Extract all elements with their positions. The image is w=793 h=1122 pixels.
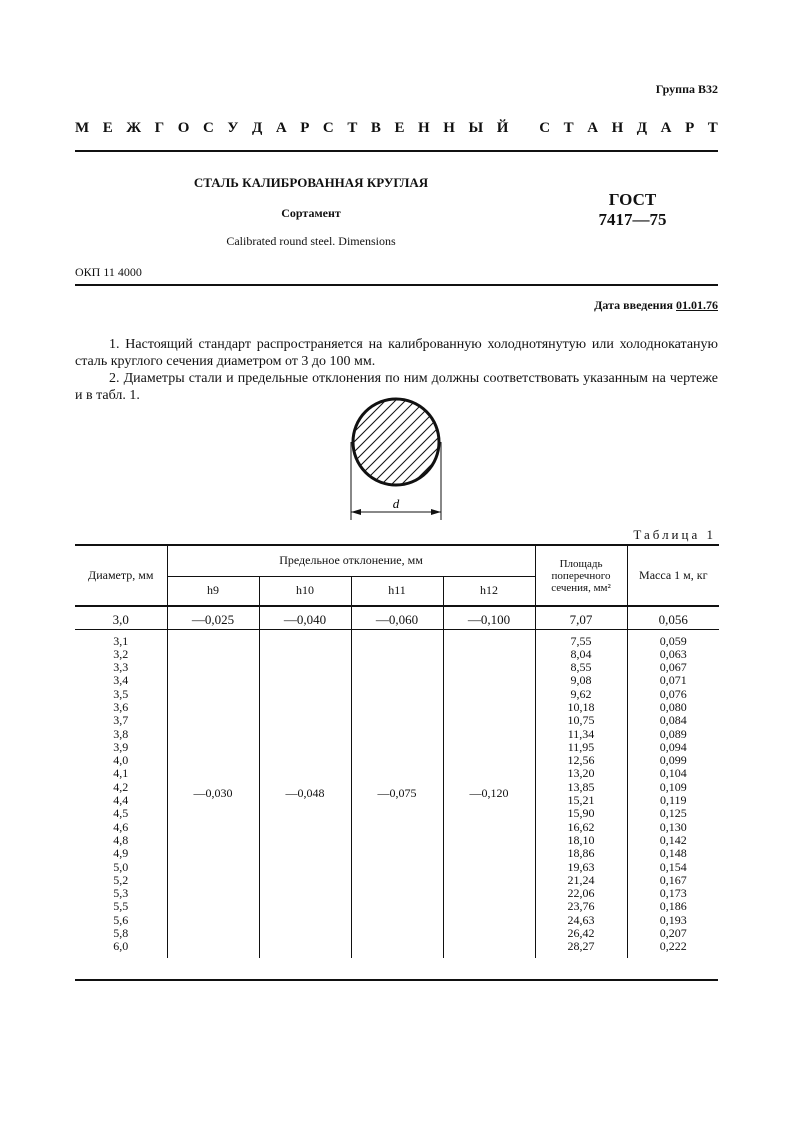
mass-value: 0,080 xyxy=(659,699,687,714)
banner-letter: С xyxy=(539,120,551,136)
header-mass: Масса 1 м, кг xyxy=(627,545,719,606)
banner-letter: Р xyxy=(300,120,310,136)
section-outline xyxy=(353,399,439,485)
mass-value: 0,173 xyxy=(659,886,687,901)
mass-value: 0,119 xyxy=(659,793,687,808)
header-diameter: Диаметр, мм xyxy=(75,545,167,606)
banner-letter: Д xyxy=(636,120,648,136)
banner-letter: Г xyxy=(154,120,165,136)
banner-letter: М xyxy=(75,120,90,136)
area-value: 24,63 xyxy=(567,912,595,927)
area-value: 8,04 xyxy=(570,646,592,661)
okp-rule xyxy=(75,284,718,286)
diameter-value: 5,3 xyxy=(113,886,129,901)
mass-value: 0,130 xyxy=(659,819,687,834)
banner-letter: У xyxy=(227,120,239,136)
banner-letter: А xyxy=(660,120,672,136)
area-value: 26,42 xyxy=(567,926,595,941)
area-value: 13,20 xyxy=(567,766,595,781)
mass-value: 0,222 xyxy=(659,939,687,954)
diameter-column xyxy=(75,629,167,958)
area-value: 11,34 xyxy=(567,726,595,741)
footer-rule xyxy=(75,979,718,981)
banner-letter: С xyxy=(322,120,334,136)
mass-value: 0,084 xyxy=(659,713,687,728)
diameter-value: 5,6 xyxy=(113,912,129,927)
row0-diameter: 3,0 xyxy=(112,611,129,627)
group-h12: —0,120 xyxy=(443,629,535,958)
banner-letter: Й xyxy=(496,120,509,136)
arrow-right xyxy=(431,509,441,515)
area-value: 13,85 xyxy=(567,779,595,794)
mass-column xyxy=(627,629,719,958)
diameter-value: 3,1 xyxy=(113,633,129,648)
banner-letter: А xyxy=(587,120,599,136)
area-value: 12,56 xyxy=(567,753,595,768)
banner-letter: Р xyxy=(685,120,695,136)
diameter-value: 5,2 xyxy=(113,872,129,887)
area-value: 28,27 xyxy=(567,939,595,954)
diameter-value: 3,6 xyxy=(113,699,129,714)
gost-designation xyxy=(575,190,690,230)
mass-value: 0,125 xyxy=(659,806,687,821)
banner-letter: Ж xyxy=(126,120,142,136)
paragraph-1: 1. Настоящий стандарт распространяется на калиброванную холоднотянутую или холоднокатаную сталь круглого сечения диаметром от 3 до 100 мм. xyxy=(75,337,718,369)
mass-value: 0,167 xyxy=(659,872,687,887)
banner-letter: С xyxy=(202,120,214,136)
group-h10: —0,048 xyxy=(259,629,351,958)
area-column xyxy=(535,629,627,958)
okp-code: ОКП 11 4000 xyxy=(75,265,142,279)
date-label: Дата введения xyxy=(594,298,673,312)
diameter-value: 3,4 xyxy=(113,673,129,688)
diameter-value: 4,9 xyxy=(113,846,129,861)
mass-value: 0,109 xyxy=(659,779,687,794)
diameter-value: 3,5 xyxy=(113,686,129,701)
group-h11: —0,075 xyxy=(351,629,443,958)
banner-gap xyxy=(522,120,526,137)
document-title: СТАЛЬ КАЛИБРОВАННАЯ КРУГЛАЯ xyxy=(193,175,429,190)
diameter-value: 4,1 xyxy=(113,766,129,781)
row0-h9: —0,025 xyxy=(167,611,259,629)
banner-letter: А xyxy=(275,120,287,136)
row0-h12: —0,100 xyxy=(443,611,535,629)
gost-number: 7417—75 xyxy=(598,210,667,229)
area-value: 19,63 xyxy=(567,859,595,874)
row0-h10: —0,040 xyxy=(259,611,351,629)
area-value: 9,62 xyxy=(570,686,592,701)
area-value: 18,86 xyxy=(567,846,595,861)
introduction-date xyxy=(594,298,718,313)
diameter-value: 3,3 xyxy=(113,660,129,675)
area-value: 7,55 xyxy=(570,633,592,648)
mass-value: 0,094 xyxy=(659,739,687,754)
row0-mass: 0,056 xyxy=(627,611,719,629)
diameter-value: 3,2 xyxy=(113,646,129,661)
standard-banner xyxy=(75,120,718,137)
header-h12: h12 xyxy=(443,576,535,606)
mass-value: 0,104 xyxy=(659,766,687,781)
area-value: 9,08 xyxy=(570,673,592,688)
mass-value: 0,076 xyxy=(659,686,687,701)
diameter-value: 3,9 xyxy=(113,739,129,754)
date-value: 01.01.76 xyxy=(676,298,718,312)
header-deviation: Предельное отклонение, мм xyxy=(167,545,535,576)
area-value: 11,95 xyxy=(567,739,595,754)
diameter-value: 3,8 xyxy=(113,726,129,741)
area-value: 10,18 xyxy=(567,699,595,714)
mass-value: 0,142 xyxy=(659,832,687,847)
area-value: 21,24 xyxy=(567,872,595,887)
banner-letter: Е xyxy=(394,120,405,136)
area-value: 23,76 xyxy=(567,899,595,914)
area-value: 16,62 xyxy=(567,819,595,834)
diameter-value: 4,4 xyxy=(113,793,129,808)
area-value: 10,75 xyxy=(567,713,595,728)
banner-letter: Ы xyxy=(468,120,484,136)
diameter-value: 3,7 xyxy=(113,713,129,728)
area-value: 22,06 xyxy=(567,886,595,901)
mass-value: 0,071 xyxy=(659,673,687,688)
row0-area: 7,07 xyxy=(535,611,627,629)
mass-value: 0,089 xyxy=(659,726,687,741)
mass-value: 0,148 xyxy=(659,846,687,861)
area-value: 15,21 xyxy=(567,793,595,808)
banner-letter: Н xyxy=(418,120,430,136)
document-title-english: Calibrated round steel. Dimensions xyxy=(226,234,396,248)
banner-letter: Т xyxy=(707,120,718,136)
diameter-value: 4,6 xyxy=(113,819,129,834)
banner-letter: Т xyxy=(347,120,358,136)
diameter-value: 6,0 xyxy=(113,939,129,954)
header-rule xyxy=(75,150,718,152)
gost-label: ГОСТ xyxy=(608,190,657,209)
table-row-group xyxy=(75,629,719,958)
diameter-value: 5,5 xyxy=(113,899,129,914)
row0-h11: —0,060 xyxy=(351,611,443,629)
mass-value: 0,193 xyxy=(659,912,687,927)
arrow-left xyxy=(351,509,361,515)
header-h9: h9 xyxy=(167,576,259,606)
header-row-1 xyxy=(75,545,719,576)
banner-letter: О xyxy=(177,120,190,136)
diameter-value: 5,8 xyxy=(113,926,129,941)
header-area: Площадь поперечного сечения, мм² xyxy=(535,545,627,606)
mass-value: 0,059 xyxy=(659,633,687,648)
diameter-value: 4,8 xyxy=(113,832,129,847)
cross-section-figure xyxy=(340,396,452,522)
banner-letter: Е xyxy=(102,120,113,136)
banner-letter: Т xyxy=(563,120,574,136)
diameter-value: 4,5 xyxy=(113,806,129,821)
mass-value: 0,099 xyxy=(659,753,687,768)
dimensions-table xyxy=(75,544,719,958)
document-subtitle: Сортамент xyxy=(281,206,341,220)
diameter-value: 4,0 xyxy=(113,753,129,768)
table-row xyxy=(75,611,719,629)
mass-value: 0,207 xyxy=(659,926,687,941)
diameter-value: 5,0 xyxy=(113,859,129,874)
header-h10: h10 xyxy=(259,576,351,606)
group-h9: —0,030 xyxy=(167,629,259,958)
body-text xyxy=(75,336,718,404)
banner-letter: Д xyxy=(251,120,263,136)
mass-value: 0,154 xyxy=(659,859,687,874)
diameter-label: d xyxy=(392,496,400,511)
area-value: 8,55 xyxy=(570,660,592,675)
area-value: 15,90 xyxy=(567,806,595,821)
diameter-value: 4,2 xyxy=(113,779,129,794)
mass-value: 0,067 xyxy=(659,660,687,675)
area-value: 18,10 xyxy=(567,832,595,847)
mass-value: 0,063 xyxy=(659,646,687,661)
banner-letter: В xyxy=(370,120,381,136)
group-code: Группа В32 xyxy=(655,82,718,96)
paragraph-2: 2. Диаметры стали и предельные отклонения по ним должны соответствовать указанным на чертеже и в табл. 1. xyxy=(75,371,718,403)
banner-letter: Н xyxy=(611,120,624,136)
header-h11: h11 xyxy=(351,576,443,606)
mass-value: 0,186 xyxy=(659,899,687,914)
banner-letter: Н xyxy=(443,120,455,136)
table-caption: Таблица 1 xyxy=(633,527,716,542)
